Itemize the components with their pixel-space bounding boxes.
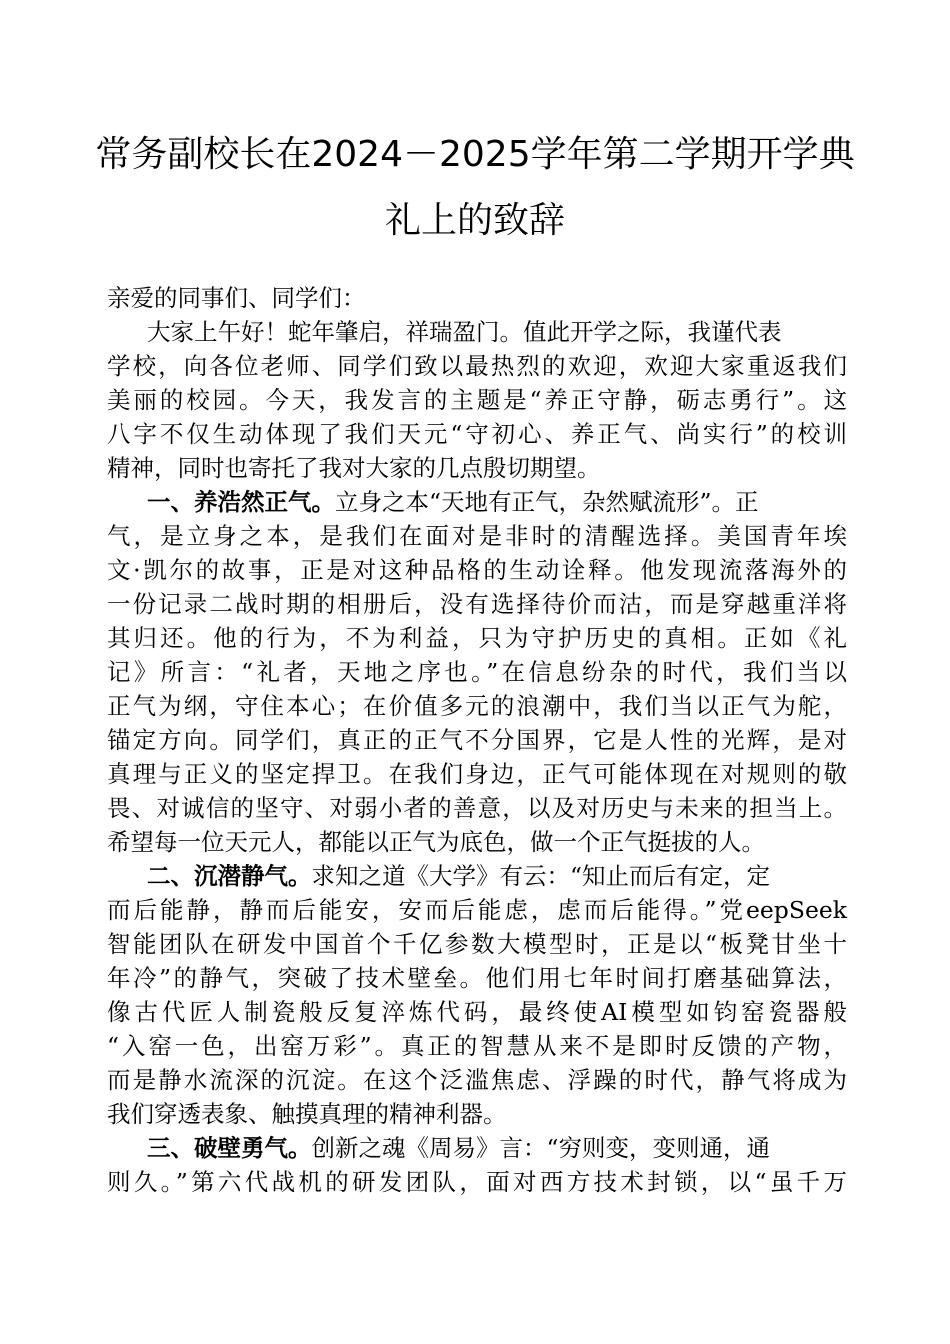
section-3-heading: 三、破壁勇气。 <box>147 1134 312 1162</box>
section-2-line: 智能团队在研发中国首个千亿参数大模型时，正是以“板凳甘坐十 <box>107 930 847 958</box>
section-1-line: 希望每一位天元人，都能以正气为底色，做一个正气挺拔的人。 <box>107 828 765 856</box>
section-1-line: 文·凯尔的故事，正是对这种品格的生动诠释。他发现流落海外的 <box>107 556 847 584</box>
section-2-first-line-text: 求知之道《大学》有云：“知止而后有定，定 <box>311 862 771 890</box>
document-title-line-1: 常务副校长在2024－2025学年第二学期开学典 <box>95 134 855 175</box>
section-1-first-line <box>107 485 847 519</box>
section-1-line: 锚定方向。同学们，真正的正气不分国界，它是人性的光辉，是对 <box>107 726 847 754</box>
salutation: 亲爱的同事们、同学们： <box>107 284 366 312</box>
section-3-first-line-text: 创新之魂《周易》言：“穷则变，变则通，通 <box>311 1134 771 1162</box>
section-1-line: 真理与正义的坚定捍卫。在我们身边，正气可能体现在对规则的敬 <box>107 760 847 788</box>
section-2-heading: 二、沉潜静气。 <box>147 862 312 890</box>
intro-line: 学校，向各位老师、同学们致以最热烈的欢迎，欢迎大家重返我们 <box>107 352 847 380</box>
section-3-first-line <box>107 1131 847 1165</box>
intro-line: 大家上午好！蛇年肇启，祥瑞盈门。值此开学之际，我谨代表 <box>147 318 782 346</box>
intro-line: 美丽的校园。今天，我发言的主题是“养正守静，砺志勇行”。这 <box>107 386 847 414</box>
section-2-first-line <box>107 859 847 893</box>
document-body <box>107 281 847 1199</box>
section-1-line: 记》所言：“礼者，天地之序也。”在信息纷杂的时代，我们当以 <box>107 658 847 686</box>
section-1-line: 其归还。他的行为，不为利益，只为守护历史的真相。正如《礼 <box>107 624 847 652</box>
section-2-line: 而是静水流深的沉淀。在这个泛滥焦虑、浮躁的时代，静气将成为 <box>107 1066 847 1094</box>
section-1-line: 一份记录二战时期的相册后，没有选择待价而沽，而是穿越重洋将 <box>107 590 847 618</box>
document-title-line-2: 礼上的致辞 <box>384 200 565 241</box>
intro-line: 精神，同时也寄托了我对大家的几点殷切期望。 <box>107 454 601 482</box>
section-1-first-line-text: 立身之本“天地有正气，杂然赋流形”。正 <box>335 488 759 516</box>
section-2-line: 像古代匠人制瓷般反复淬炼代码，最终使AI模型如钧窑瓷器般 <box>107 998 847 1026</box>
section-3-line: 则久。”第六代战机的研发团队，面对西方技术封锁，以“虽千万 <box>107 1168 847 1196</box>
section-2-line: “入窑一色，出窑万彩”。真正的智慧从来不是即时反馈的产物， <box>107 1032 847 1060</box>
intro-line: 八字不仅生动体现了我们天元“守初心、养正气、尚实行”的校训 <box>107 420 847 448</box>
section-1-heading: 一、养浩然正气。 <box>147 488 335 516</box>
section-2-line: 年冷”的静气，突破了技术壁垒。他们用七年时间打磨基础算法， <box>107 964 847 992</box>
section-1-line: 畏、对诚信的坚守、对弱小者的善意，以及对历史与未来的担当上。 <box>107 794 847 822</box>
section-2-line: 而后能静，静而后能安，安而后能虑，虑而后能得。”党eepSeek <box>107 896 847 924</box>
section-1-line: 气，是立身之本，是我们在面对是非时的清醒选择。美国青年埃 <box>107 522 847 550</box>
section-2-line: 我们穿透表象、触摸真理的精神利器。 <box>107 1100 507 1128</box>
section-1-line: 正气为纲，守住本心；在价值多元的浪潮中，我们当以正气为舵， <box>107 692 847 720</box>
